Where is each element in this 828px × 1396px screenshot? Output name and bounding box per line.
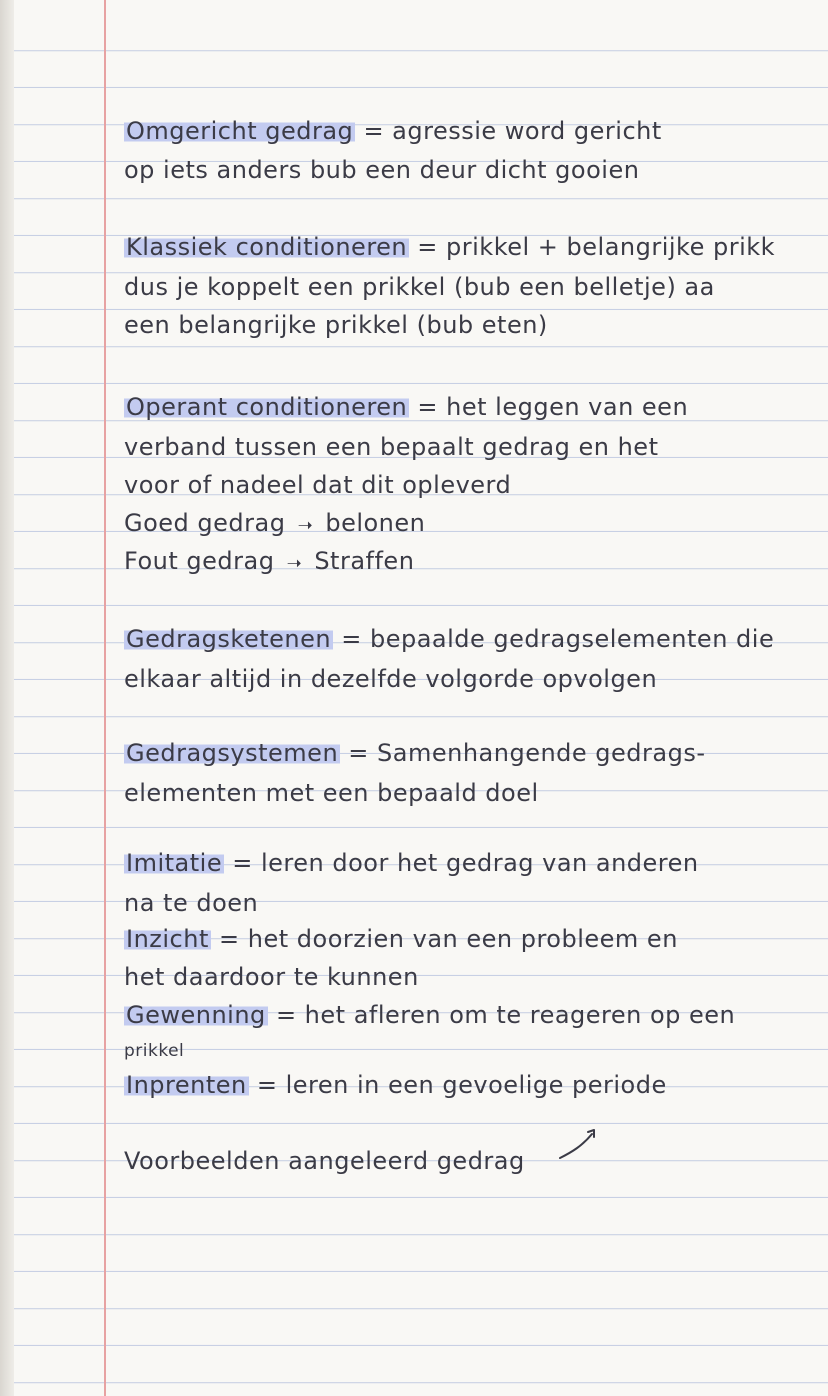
term-inprenten: Inprenten <box>126 1071 247 1099</box>
note-text: elkaar altijd in dezelfde volgorde opvolgen <box>124 665 658 693</box>
term-omgericht-gedrag: Omgericht gedrag <box>126 117 354 145</box>
note-line <box>124 888 258 918</box>
definition-text: = agressie word gericht <box>363 117 662 145</box>
note-text: Goed gedrag <box>124 509 286 537</box>
note-line-inprenten <box>124 1070 667 1100</box>
definition-text: = bepaalde gedragselementen die <box>341 625 775 653</box>
note-line <box>124 432 658 462</box>
curved-arrow-doodle-icon <box>556 1122 604 1164</box>
note-line <box>124 155 639 185</box>
note-text: Voorbeelden aangeleerd gedrag <box>124 1147 525 1175</box>
note-line <box>124 962 419 992</box>
note-text: verband tussen een bepaalt gedrag en het <box>124 433 659 461</box>
note-text: dus je koppelt een prikkel (bub een belletje) aa <box>124 273 715 301</box>
term-inzicht: Inzicht <box>126 925 209 953</box>
definition-text: = leren door het gedrag van anderen <box>232 849 699 877</box>
note-text: elementen met een bepaald doel <box>124 779 539 807</box>
term-imitatie: Imitatie <box>126 849 223 877</box>
note-line-goed-gedrag <box>124 508 425 541</box>
note-line <box>124 1036 184 1066</box>
definition-text: = leren in een gevoelige periode <box>256 1071 667 1099</box>
definition-text: = het leggen van een <box>417 393 689 421</box>
term-klassiek-conditioneren: Klassiek conditioneren <box>126 233 408 261</box>
arrow-right-icon: ➝ <box>286 553 303 574</box>
note-text: Fout gedrag <box>124 547 275 575</box>
arrow-right-icon: ➝ <box>297 515 314 536</box>
note-line-operant-conditioneren <box>124 392 688 422</box>
note-line-imitatie <box>124 848 699 878</box>
note-line-inzicht <box>124 924 678 954</box>
term-gedragsystemen: Gedragsystemen <box>126 739 339 767</box>
term-gedragsketenen: Gedragsketenen <box>126 625 332 653</box>
note-line-gedragsketenen <box>124 624 774 654</box>
notebook-binding <box>0 0 14 1396</box>
term-gewenning: Gewenning <box>126 1001 266 1029</box>
note-text: prikkel <box>124 1041 185 1061</box>
note-line <box>124 272 715 302</box>
note-text: op iets anders bub een deur dicht gooien <box>124 156 640 184</box>
note-text: belonen <box>325 509 426 537</box>
note-line-klassiek-conditioneren <box>124 232 775 262</box>
term-operant-conditioneren: Operant conditioneren <box>126 393 408 421</box>
note-line <box>124 470 511 500</box>
note-line-gedragsystemen <box>124 738 706 768</box>
note-text: voor of nadeel dat dit opleverd <box>124 471 512 499</box>
note-text: Straffen <box>314 547 415 575</box>
note-line-voorbeelden <box>124 1146 525 1176</box>
definition-text: = het doorzien van een probleem en <box>219 925 678 953</box>
note-line-omgericht-gedrag <box>124 116 662 146</box>
note-text: het daardoor te kunnen <box>124 963 419 991</box>
margin-line <box>104 0 106 1396</box>
note-line <box>124 310 548 340</box>
definition-text: = prikkel + belangrijke prikk <box>417 233 776 261</box>
definition-text: = het afleren om te reageren op een <box>275 1001 736 1029</box>
note-text: een belangrijke prikkel (bub eten) <box>124 311 548 339</box>
note-line <box>124 664 657 694</box>
note-line <box>124 778 539 808</box>
note-line-fout-gedrag <box>124 546 414 579</box>
definition-text: = Samenhangende gedrags- <box>348 739 706 767</box>
note-line-gewenning <box>124 1000 735 1030</box>
note-text: na te doen <box>124 889 259 917</box>
